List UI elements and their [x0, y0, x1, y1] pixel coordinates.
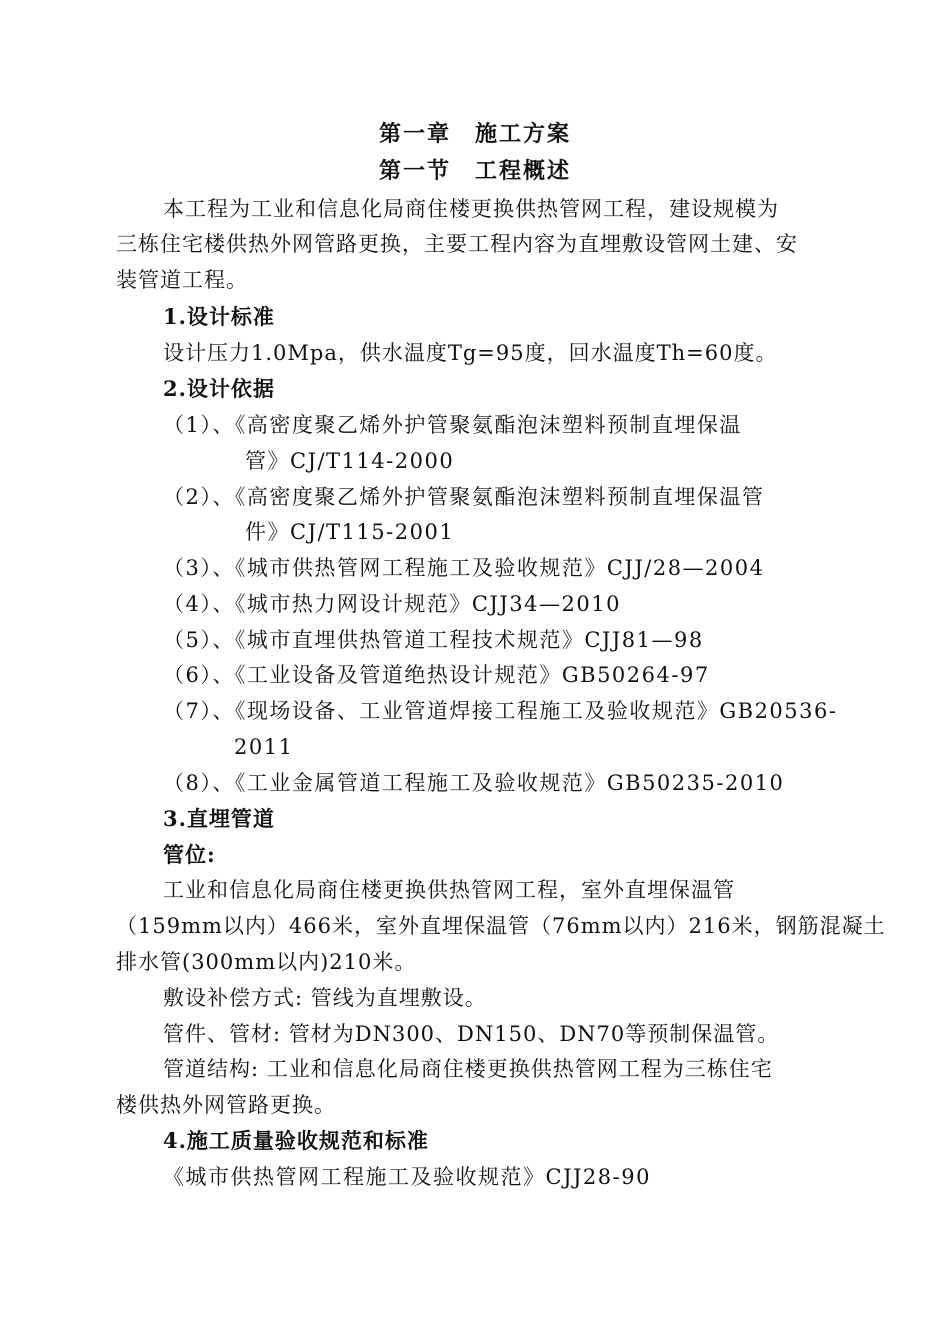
design-basis-item: （2）、《高密度聚乙烯外护管聚氨酯泡沫塑料预制直埋保温管 [163, 485, 765, 509]
direct-buried-heading: 3.直埋管道 [163, 806, 275, 831]
direct-buried-line: （159mm以内）466米，室外直埋保温管（76mm以内）216米，钢筋混凝土 [116, 914, 886, 938]
direct-buried-line: 楼供热外网管路更换。 [116, 1093, 336, 1117]
quality-text: 《城市供热管网工程施工及验收规范》CJJ28-90 [163, 1165, 651, 1189]
design-basis-item: （6）、《工业设备及管道绝热设计规范》GB50264-97 [163, 663, 710, 687]
direct-buried-line: 排水管(300mm以内)210米。 [116, 950, 417, 974]
section-title: 第一节 工程概述 [378, 158, 571, 184]
design-basis-heading: 2.设计依据 [163, 376, 275, 401]
quality-heading: 4.施工质量验收规范和标准 [163, 1128, 429, 1153]
design-basis-item-cont: 件》CJ/T115-2001 [245, 520, 455, 544]
pipe-position-heading: 管位: [163, 842, 216, 867]
design-basis-item-cont: 管》CJ/T114-2000 [245, 449, 455, 473]
design-basis-item: （5）、《城市直埋供热管道工程技术规范》CJJ81—98 [163, 628, 704, 652]
direct-buried-line: 敷设补偿方式: 管线为直埋敷设。 [163, 986, 487, 1010]
direct-buried-line: 管件、管材: 管材为DN300、DN150、DN70等预制保温管。 [163, 1022, 780, 1046]
overview-line: 装管道工程。 [116, 268, 248, 292]
overview-line: 三栋住宅楼供热外网管路更换，主要工程内容为直埋敷设管网土建、安 [116, 232, 798, 256]
design-basis-item: （8）、《工业金属管道工程施工及验收规范》GB50235-2010 [163, 771, 785, 795]
design-basis-item: （1）、《高密度聚乙烯外护管聚氨酯泡沫塑料预制直埋保温 [163, 413, 742, 437]
design-basis-item: （4）、《城市热力网设计规范》CJJ34—2010 [163, 592, 621, 616]
design-basis-item-cont: 2011 [234, 735, 294, 759]
design-standard-heading: 1.设计标准 [163, 304, 275, 329]
design-standard-text: 设计压力1.0Mpa，供水温度Tg=95度，回水温度Th=60度。 [163, 341, 778, 365]
direct-buried-line: 工业和信息化局商住楼更换供热管网工程，室外直埋保温管 [163, 878, 735, 902]
design-basis-item: （3）、《城市供热管网工程施工及验收规范》CJJ/28—2004 [163, 556, 765, 580]
overview-line: 本工程为工业和信息化局商住楼更换供热管网工程，建设规模为 [163, 197, 779, 221]
direct-buried-line: 管道结构: 工业和信息化局商住楼更换供热管网工程为三栋住宅 [163, 1057, 773, 1081]
design-basis-item: （7）、《现场设备、工业管道焊接工程施工及验收规范》GB20536- [163, 699, 838, 723]
chapter-title: 第一章 施工方案 [378, 121, 571, 147]
